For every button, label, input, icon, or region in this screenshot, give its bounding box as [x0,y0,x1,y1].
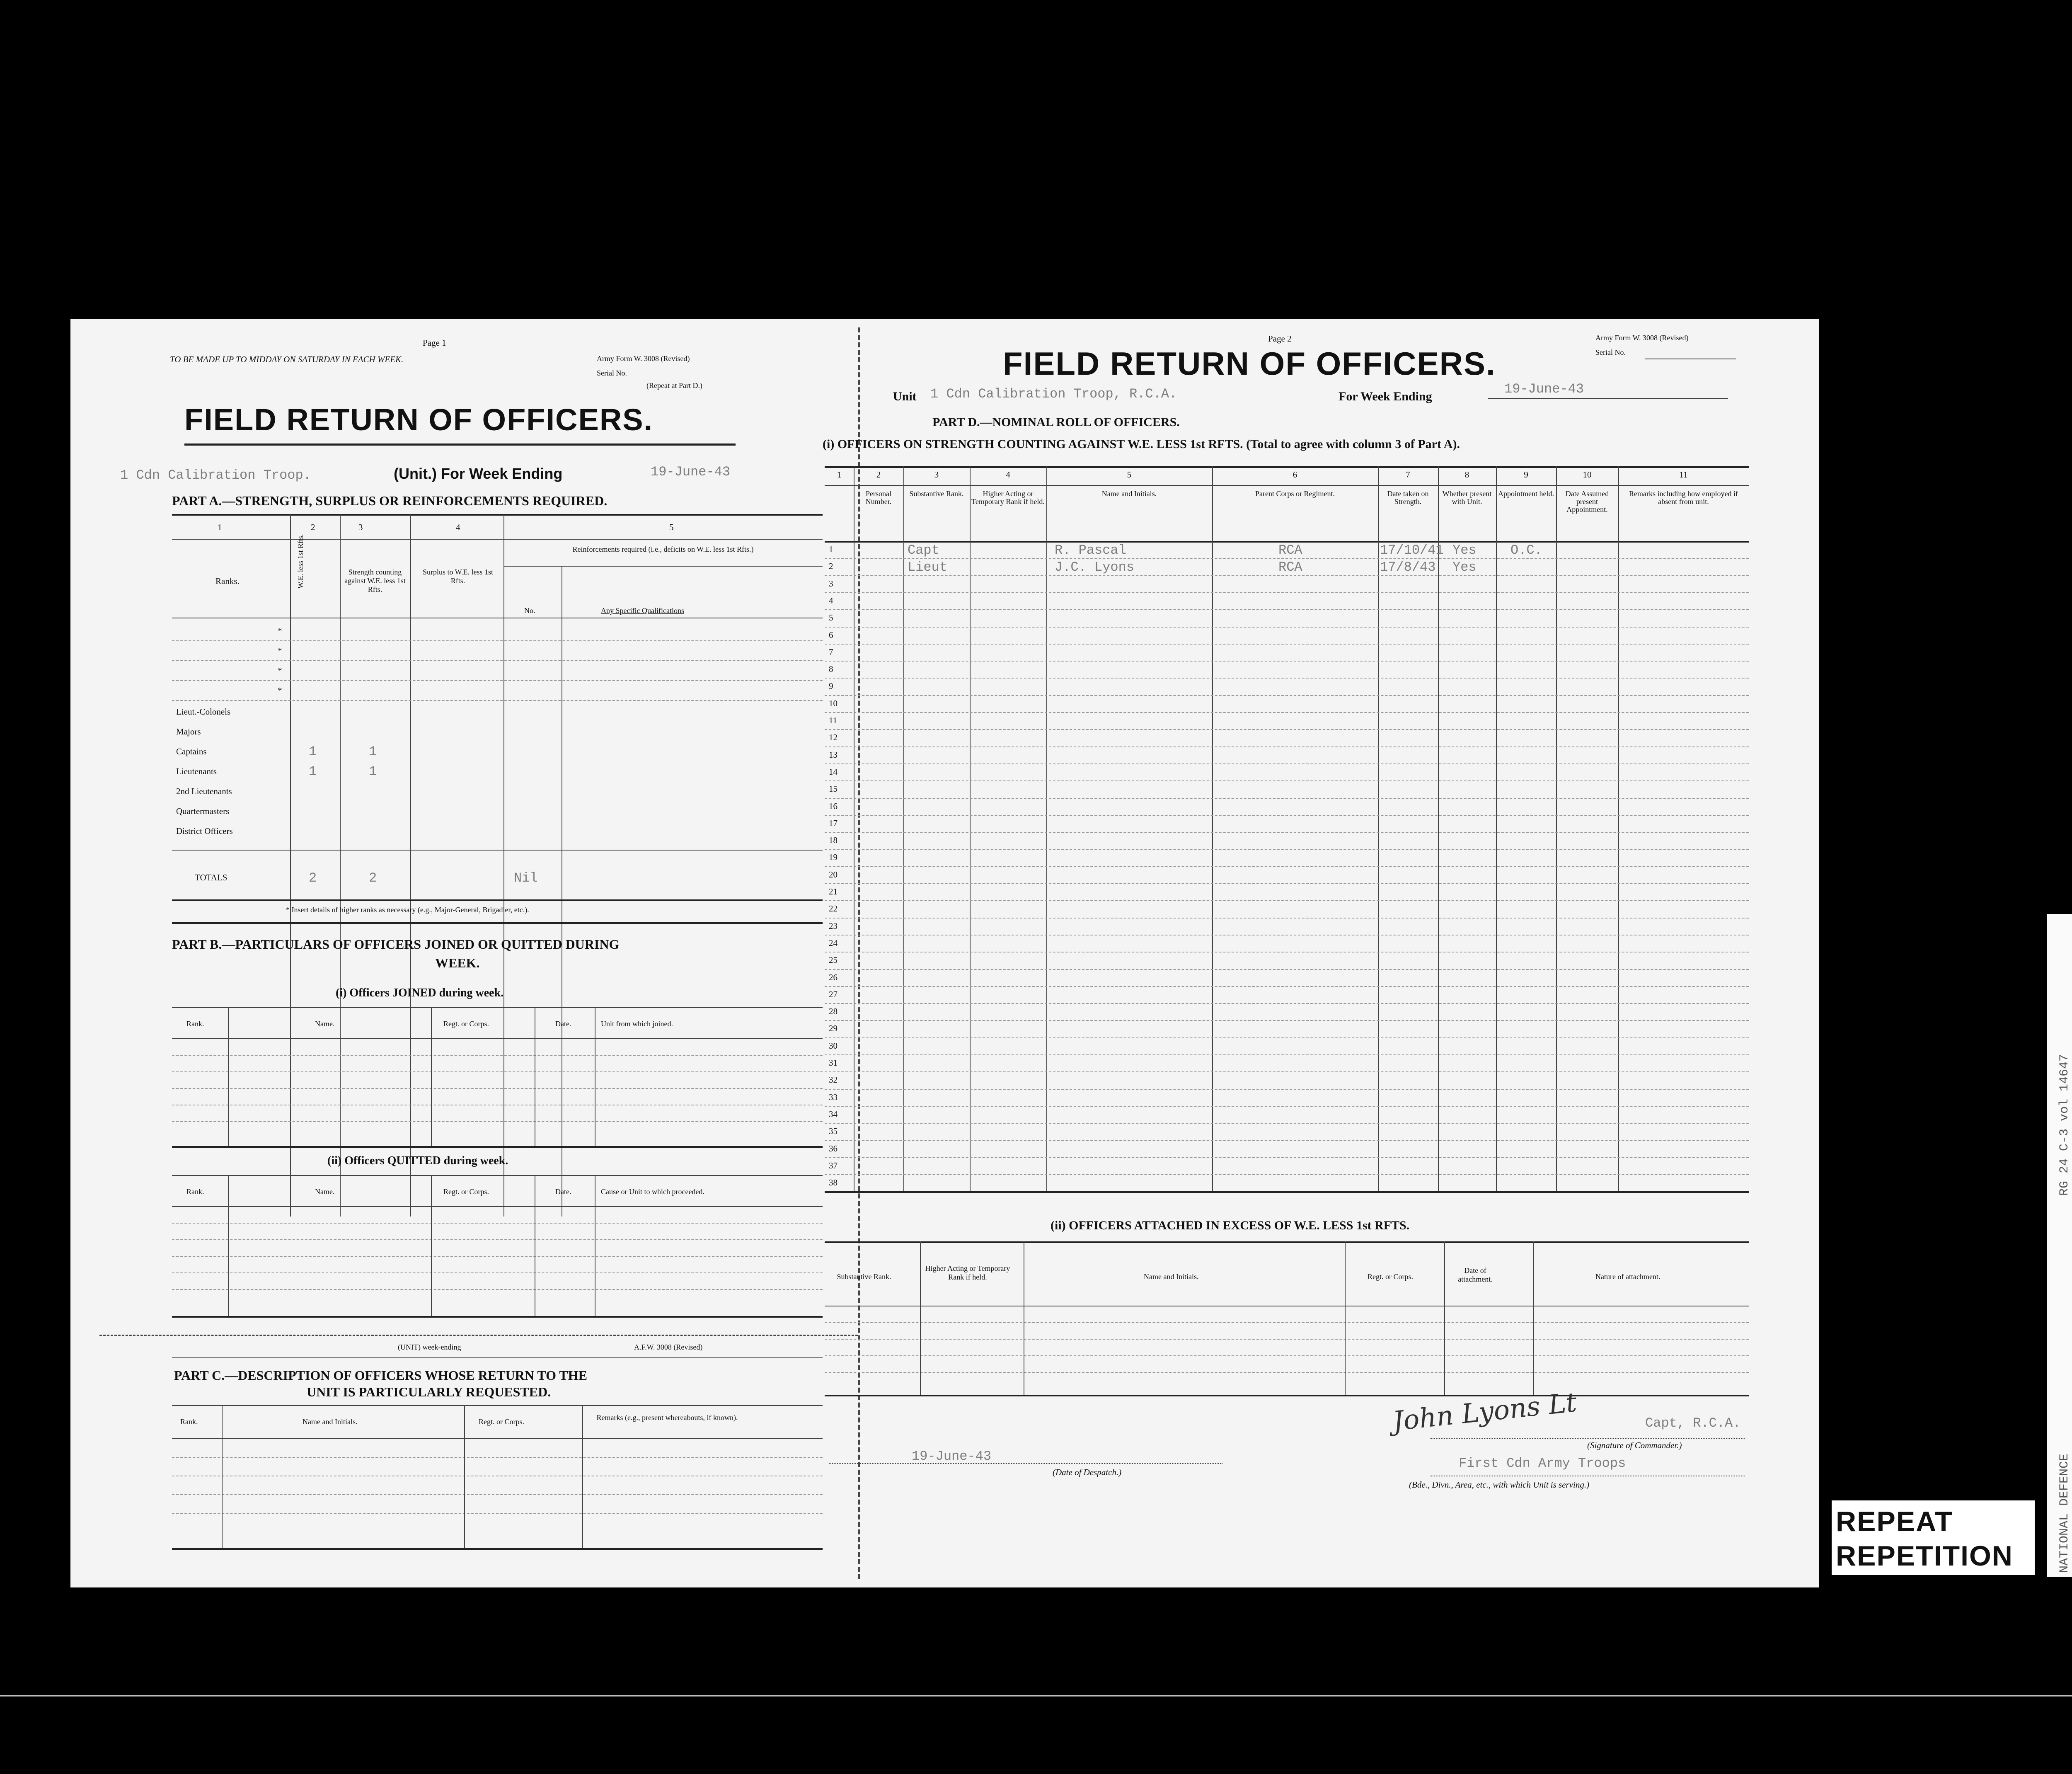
rank-district-officers: District Officers [176,826,233,836]
page1-label: Page 1 [423,338,446,348]
roll-bottom-rule [825,1191,1749,1193]
repeat-en: REPEAT [1836,1506,1953,1537]
roll-row-rule [825,883,1749,884]
captains-we-value: 1 [309,744,317,759]
roll-col-heading: Whether present with Unit. [1442,490,1492,506]
attached-head-nature: Nature of attachment. [1595,1272,1661,1281]
partA-vline-1 [290,514,291,1217]
roll-col-number: 2 [876,470,881,480]
roll-row-rule [825,815,1749,816]
roll-row-rule [825,661,1749,662]
roll-row-number: 15 [829,784,838,794]
roll-row-rule [825,712,1749,713]
roll-top-rule [825,466,1749,468]
totals-strength-value: 2 [369,870,377,886]
partB-quitted-title: (ii) Officers QUITTED during week. [327,1154,508,1167]
roll-col-number: 11 [1679,470,1688,480]
joined-head-unit: Unit from which joined. [601,1020,673,1028]
roll-col-heading: Date Assumed present Appointment. [1565,490,1609,514]
roll-row-rule [825,798,1749,799]
partB-top-rule [172,922,823,924]
partB-quitted-header-rule [172,1206,823,1207]
quitted-head-cause: Cause or Unit to which proceeded. [601,1188,704,1196]
partC-vline [464,1405,465,1548]
roll-row-number: 11 [829,715,838,725]
partA-col-2: 2 [311,522,315,532]
roll-row-number: 23 [829,921,838,931]
roll-row-number: 25 [829,955,838,965]
partD-title: PART D.—NOMINAL ROLL OF OFFICERS. [932,415,1180,429]
partA-star-2: * [278,646,282,656]
attached-head-acting-rank: Higher Acting or Temporary Rank if held. [925,1264,1010,1281]
partA-row-rule [172,640,823,641]
quitted-head-date: Date. [555,1188,571,1196]
partB-title-1: PART B.—PARTICULARS OF OFFICERS JOINED OR QUITTED DURING [172,937,620,952]
lieutenants-we-value: 1 [309,764,317,779]
partA-head-quals: Any Specific Qualifications [601,606,684,615]
partA-head-surplus: Surplus to W.E. less 1st Rfts. [422,568,494,585]
roll-row-number: 18 [829,835,838,846]
attached-row-rule [825,1355,1749,1356]
roll-row-rule [825,729,1749,730]
partC-bottom-rule [172,1548,823,1550]
roll-row-rule [825,1089,1749,1090]
roll-row-number: 13 [829,749,838,760]
roll-row-number: 21 [829,887,838,897]
roll-row-number: 2 [829,561,833,572]
attached-vline [1345,1241,1346,1395]
partA-col-5: 5 [669,522,674,532]
roll-row-rule [825,627,1749,628]
page1-instruction: TO BE MADE UP TO MIDDAY ON SATURDAY IN EACH WEEK. [170,354,404,364]
roll-row-rule [825,695,1749,696]
entry-appointment: O.C. [1510,543,1542,558]
roll-col-heading: Appointment held. [1498,490,1554,498]
roll-row-rule [825,558,1749,559]
partC-title-2: UNIT IS PARTICULARLY REQUESTED. [307,1384,551,1399]
ref-line-1: RG 24 C-3 vol 14647 [2057,1054,2072,1196]
roll-row-number: 4 [829,595,833,606]
entry-present: Yes [1452,560,1477,575]
roll-row-rule [825,1071,1749,1072]
roll-row-rule [825,592,1749,593]
joined-row-rule [172,1055,823,1056]
page2-form-no: Army Form W. 3008 (Revised) [1595,334,1689,342]
quitted-head-name: Name. [315,1188,335,1196]
roll-row-number: 19 [829,852,838,863]
partA-header-rule [172,539,823,540]
signature-line [1430,1438,1745,1439]
rank-quartermasters: Quartermasters [176,806,230,816]
joined-head-regt: Regt. or Corps. [443,1020,489,1028]
entry-date-on-strength: 17/8/43 [1380,560,1436,575]
partD-section-i: (i) OFFICERS ON STRENGTH COUNTING AGAINST W.E. LESS 1st RFTS. (Total to agree with column 3 of Part A). [823,437,1460,451]
partC-head-rank: Rank. [180,1418,198,1426]
rank-lieut-colonels: Lieut.-Colonels [176,707,231,717]
roll-row-number: 8 [829,664,833,674]
partC-unit-week: (UNIT) week-ending [398,1343,461,1351]
formation-typed: First Cdn Army Troops [1459,1456,1626,1471]
partC-title-1: PART C.—DESCRIPTION OF OFFICERS WHOSE RETURN TO THE [174,1368,587,1383]
roll-col-number: 10 [1583,470,1592,480]
quitted-row-rule [172,1289,823,1290]
partB-joined-title: (i) Officers JOINED during week. [336,986,504,999]
partC-form: A.F.W. 3008 (Revised) [634,1343,703,1351]
page2-week-label: For Week Ending [1339,390,1432,403]
roll-row-number: 27 [829,989,838,999]
partA-vline-3 [410,514,411,1217]
partC-cut-line [99,1335,858,1336]
partA-star-4: * [278,686,282,696]
page2-week-ending: 19-June-43 [1504,381,1584,397]
partB-quitted-top-rule [172,1175,823,1176]
roll-row-number: 7 [829,647,833,657]
entry-name: R. Pascal [1055,543,1126,558]
roll-col-heading: Date taken on Strength. [1387,490,1429,506]
partA-star-1: * [278,626,282,636]
joined-vline [228,1007,229,1146]
page2-title: FIELD RETURN OF OFFICERS. [1003,345,1496,382]
roll-row-number: 16 [829,801,838,811]
partA-totals-rule [172,850,823,851]
attached-bottom-rule [825,1395,1749,1396]
quitted-row-rule [172,1223,823,1224]
page2-serial-no: Serial No. [1595,348,1626,356]
roll-col-number: 7 [1406,470,1410,480]
joined-head-date: Date. [555,1020,571,1028]
field-return-sheet [70,319,1819,1587]
roll-row-rule [825,678,1749,679]
roll-col-number: 1 [837,470,842,480]
partA-col-4: 4 [456,522,460,532]
roll-row-rule [825,746,1749,747]
roll-row-rule [825,780,1749,781]
roll-row-number: 33 [829,1092,838,1102]
roll-row-rule [825,1003,1749,1004]
partC-header-rule [172,1438,823,1439]
reference-stamp [2047,914,2072,1577]
roll-row-rule [825,900,1749,901]
partA-col-1: 1 [218,522,222,532]
bottom-film-edge [0,1695,2072,1696]
roll-row-rule [825,1123,1749,1124]
roll-row-number: 36 [829,1143,838,1154]
roll-row-rule [825,609,1749,610]
page-fold-line [858,327,860,1579]
page1-unit-typed: 1 Cdn Calibration Troop. [120,468,311,483]
roll-col-heading: Personal Number. [865,490,892,506]
quitted-head-rank: Rank. [186,1188,204,1196]
attached-vline [1533,1241,1534,1395]
page2-unit-label: Unit [893,390,917,403]
roll-row-number: 9 [829,681,833,691]
partC-vline [582,1405,583,1548]
entry-rank: Capt [908,543,939,558]
roll-col-heading: Name and Initials. [1101,490,1157,498]
roll-row-rule [825,986,1749,987]
partA-vline-2 [340,514,341,1217]
quitted-vline [431,1175,432,1316]
roll-col-heading: Remarks including how employed if absent from unit. [1629,490,1738,506]
roll-row-number: 31 [829,1058,838,1068]
roll-row-number: 24 [829,938,838,948]
partA-vline-4 [503,514,504,1217]
partA-top-rule [172,514,823,516]
partA-head-reinf: Reinforcements required (i.e., deficits on W.E. less 1st Rfts.) [572,545,754,553]
roll-col-heading: Substantive Rank. [909,490,964,498]
roll-row-number: 38 [829,1178,838,1188]
partB-bottom-rule [172,1316,823,1318]
page2-week-line [1488,398,1728,399]
partC-row-rule [172,1494,823,1495]
page2-label: Page 2 [1268,334,1292,344]
roll-row-number: 10 [829,698,838,708]
roll-row-number: 32 [829,1075,838,1085]
attached-row-rule [825,1339,1749,1340]
partC-top-rule [172,1357,823,1358]
roll-col-number: 3 [934,470,939,480]
partA-head-strength: Strength counting against W.E. less 1st Rfts. [344,568,406,594]
partA-star-3: * [278,666,282,676]
partC-row-rule [172,1457,823,1458]
entry-date-on-strength: 17/10/41 [1380,543,1444,558]
roll-row-number: 5 [829,613,833,623]
roll-col-number: 6 [1293,470,1297,480]
partB-title-2: WEEK. [435,955,480,970]
attached-head-date: Date of attachment. [1458,1266,1493,1283]
roll-row-number: 20 [829,869,838,880]
partA-row-rule [172,680,823,681]
roll-row-rule [825,832,1749,833]
joined-vline [431,1007,432,1146]
entry-corps: RCA [1278,543,1302,558]
roll-row-number: 34 [829,1109,838,1119]
roll-row-number: 30 [829,1040,838,1051]
roll-row-number: 35 [829,1126,838,1137]
totals-label: TOTALS [195,872,228,882]
roll-row-rule [825,1140,1749,1141]
roll-col-number: 4 [1006,470,1010,480]
roll-row-number: 14 [829,766,838,777]
roll-row-number: 1 [829,544,833,554]
formation-label: (Bde., Divn., Area, etc., with which Unit is serving.) [1409,1480,1590,1490]
roll-row-number: 12 [829,732,838,743]
attached-head-name: Name and Initials. [1144,1272,1199,1281]
roll-col-number: 5 [1127,470,1132,480]
page1-title-underline [184,444,736,446]
signature-label: (Signature of Commander.) [1587,1440,1682,1450]
partA-col-3: 3 [358,522,363,532]
section-ii-title: (ii) OFFICERS ATTACHED IN EXCESS OF W.E. LESS 1st RFTS. [1051,1219,1410,1232]
roll-col-heading: Parent Corps or Regiment. [1255,490,1335,498]
quitted-row-rule [172,1272,823,1273]
despatch-label: (Date of Despatch.) [1053,1467,1122,1477]
page2-unit-typed: 1 Cdn Calibration Troop, R.C.A. [930,386,1177,402]
rank-lieutenants: Lieutenants [176,766,217,776]
roll-row-rule [825,849,1749,850]
signature-rank: Capt, R.C.A. [1645,1415,1741,1431]
joined-head-name: Name. [315,1020,335,1028]
roll-col-number: 8 [1464,470,1469,480]
joined-row-rule [172,1088,823,1089]
page1-unit-label: (Unit.) For Week Ending [394,465,563,482]
partA-bottom-rule [172,899,823,901]
partA-head-ranks: Ranks. [215,576,240,586]
joined-row-rule [172,1121,823,1122]
partA-row-rule [172,660,823,661]
despatch-date: 19-June-43 [912,1449,992,1464]
roll-row-rule [825,1106,1749,1107]
rank-majors: Majors [176,727,201,737]
roll-row-number: 3 [829,578,833,589]
roll-row-rule [825,1054,1749,1055]
page1-week-ending: 19-June-43 [651,464,731,480]
roll-row-number: 28 [829,1006,838,1017]
partC-head-remarks: Remarks (e.g., present whereabouts, if known). [596,1413,738,1422]
repeat-stamp [1832,1500,2035,1575]
attached-row-rule [825,1322,1749,1323]
roll-row-rule [825,575,1749,576]
partB-mid-rule [172,1146,823,1148]
entry-present: Yes [1452,543,1477,558]
roll-col-heading: Higher Acting or Temporary Rank if held. [971,490,1045,506]
roll-row-rule [825,1037,1749,1038]
partC-head-regt: Regt. or Corps. [479,1418,524,1426]
partA-row-rule [172,700,823,701]
partC-head-name: Name and Initials. [303,1418,358,1426]
attached-vline [1444,1241,1445,1395]
attached-head-regt: Regt. or Corps. [1368,1272,1413,1281]
despatch-line [829,1463,1222,1464]
roll-row-number: 37 [829,1160,838,1171]
roll-col-number: 9 [1524,470,1528,480]
roll-row-number: 6 [829,630,833,640]
ref-line-3: NATIONAL DEFENCE [2057,1453,2072,1573]
captains-strength-value: 1 [369,744,377,759]
roll-row-rule [825,763,1749,764]
partB-joined-header-rule [172,1038,823,1039]
page1-title: FIELD RETURN OF OFFICERS. [184,402,654,437]
quitted-row-rule [172,1239,823,1240]
page1-repeat-note: (Repeat at Part D.) [646,381,702,390]
rank-captains: Captains [176,746,207,756]
partA-footnote: * Insert details of higher ranks as necessary (e.g., Major-General, Brigadier, etc.). [286,906,529,914]
attached-top-rule [825,1241,1749,1243]
attached-row-rule [825,1372,1749,1373]
lieutenants-strength-value: 1 [369,764,377,779]
quitted-row-rule [172,1256,823,1257]
page1-form-no: Army Form W. 3008 (Revised) [597,354,690,363]
repeat-fr: REPETITION [1836,1540,2014,1572]
partA-reinf-rule [503,566,823,567]
roll-row-rule [825,1020,1749,1021]
quitted-vline [228,1175,229,1316]
attached-head-subst-rank: Substantive Rank. [837,1272,891,1281]
roll-nums-rule [825,485,1749,486]
totals-reinf-value: Nil [514,870,538,886]
roll-row-number: 26 [829,972,838,982]
partC-vline [222,1405,223,1548]
roll-row-rule [825,1157,1749,1158]
roll-row-number: 22 [829,904,838,914]
partA-head-we: W.E. less 1st Rfts. [296,534,305,589]
entry-rank: Lieut [908,560,948,575]
partC-row-rule [172,1513,823,1514]
attached-vline [920,1241,921,1395]
quitted-head-regt: Regt. or Corps. [443,1188,489,1196]
roll-row-rule [825,1174,1749,1175]
commander-signature: John Lyons Lt [1391,1387,1578,1437]
rank-2nd-lieutenants: 2nd Lieutenants [176,786,232,796]
partA-head-no: No. [524,606,535,615]
partC-header-top-rule [172,1405,823,1406]
joined-row-rule [172,1071,823,1072]
totals-we-value: 2 [309,870,317,886]
roll-row-rule [825,918,1749,919]
page1-serial-no: Serial No. [597,369,627,377]
entry-name: J.C. Lyons [1055,560,1135,575]
partB-joined-top-rule [172,1007,823,1008]
joined-head-rank: Rank. [186,1020,204,1028]
roll-row-number: 17 [829,818,838,828]
roll-row-rule [825,969,1749,970]
roll-row-rule [825,644,1749,645]
roll-row-rule [825,866,1749,867]
entry-corps: RCA [1278,560,1302,575]
partA-title: PART A.—STRENGTH, SURPLUS OR REINFORCEMENTS REQUIRED. [172,493,608,508]
roll-row-number: 29 [829,1023,838,1034]
